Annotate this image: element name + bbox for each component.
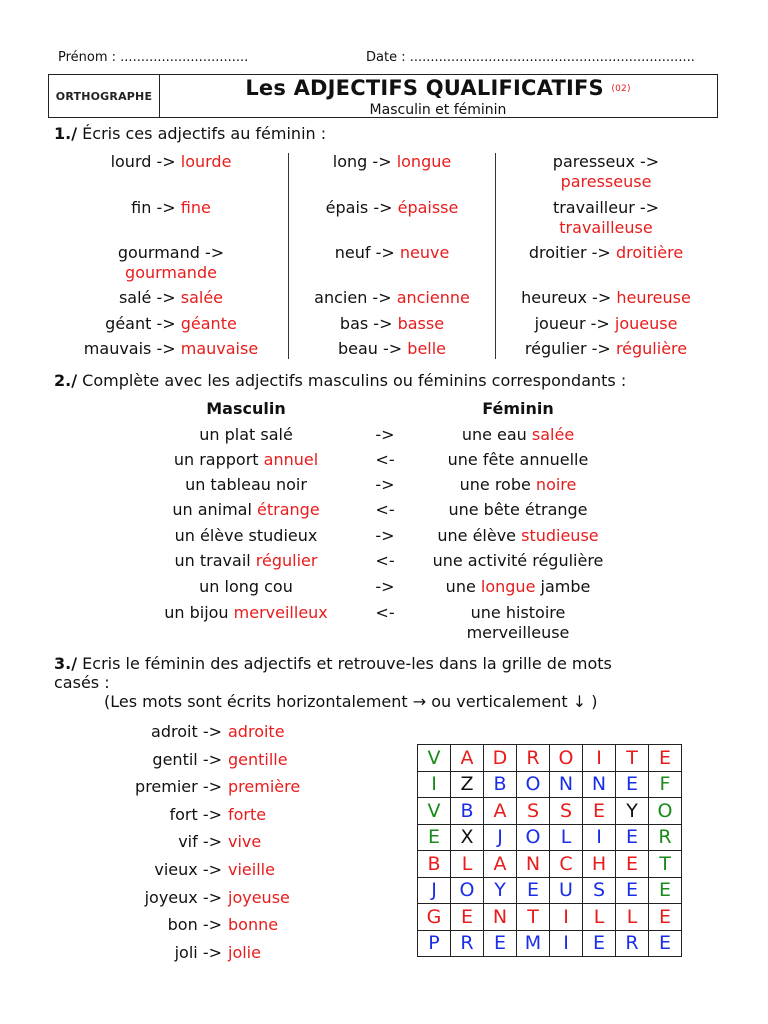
ex1-masculin: régulier -> — [524, 339, 611, 358]
ex1-masculin: droitier -> — [528, 243, 611, 262]
grid-cell: E — [649, 745, 682, 772]
ex2-feminin — [418, 450, 618, 470]
ex2-masculin — [146, 526, 346, 546]
ex2-f-text: une bête étrange — [448, 500, 588, 519]
grid-cell: H — [583, 851, 616, 878]
ex3-instruction-2: casés : — [54, 673, 110, 692]
grid-cell: M — [517, 930, 550, 957]
ex1-masculin: gourmand -> — [117, 243, 225, 262]
grid-cell: P — [418, 930, 451, 957]
grid-cell: E — [451, 904, 484, 931]
ex3-masculin: premier -> — [135, 777, 222, 796]
divider — [495, 153, 496, 359]
ex2-f-answer: salée — [531, 425, 575, 444]
grid-cell: E — [583, 798, 616, 825]
ex3-feminin: première — [228, 777, 301, 796]
ex2-head-masculin: Masculin — [206, 399, 286, 418]
grid-row — [418, 771, 682, 798]
grid-cell: E — [649, 877, 682, 904]
ex1-feminin: paresseuse — [560, 172, 652, 191]
ex2-feminin — [418, 425, 618, 445]
grid-cell: O — [517, 771, 550, 798]
ex2-arrow: -> — [375, 577, 395, 596]
header-box — [48, 74, 718, 118]
grid-cell: U — [550, 877, 583, 904]
ex2-arrow: -> — [375, 425, 395, 444]
page-title — [159, 75, 717, 102]
ex2-m-answer: merveilleux — [233, 603, 328, 622]
grid-cell: R — [517, 745, 550, 772]
ex2-f-text: une histoire — [470, 603, 566, 622]
ex2-m-text: un travail — [174, 551, 256, 570]
ex2-m-text: un long cou — [199, 577, 293, 596]
ex1-masculin: neuf -> — [334, 243, 395, 262]
ex3-feminin: gentille — [228, 750, 288, 769]
grid-cell: E — [517, 877, 550, 904]
ex1-item — [497, 314, 715, 334]
ex1-masculin: beau -> — [337, 339, 403, 358]
ex1-masculin: salé -> — [118, 288, 176, 307]
ex3-text: Ecris le féminin des adjectifs et retrouve-les dans la grille de mots — [82, 654, 612, 673]
grid-cell: J — [484, 824, 517, 851]
ex1-masculin: travailleur -> — [552, 198, 660, 217]
grid-cell: I — [550, 904, 583, 931]
grid-row — [418, 930, 682, 957]
ex2-masculin — [146, 450, 346, 470]
grid-cell: N — [550, 771, 583, 798]
ex1-feminin: joueuse — [614, 314, 678, 333]
ex1-masculin: ancien -> — [314, 288, 392, 307]
ex1-item — [290, 243, 494, 263]
grid-cell: S — [517, 798, 550, 825]
ex2-f-text: une fête annuelle — [447, 450, 589, 469]
grid-cell: D — [484, 745, 517, 772]
ex3-feminin: joyeuse — [228, 888, 290, 907]
ex3-feminin: bonne — [228, 915, 279, 934]
ex2-arrow: -> — [375, 475, 395, 494]
ex3-feminin: adroite — [228, 722, 285, 741]
grid-cell: E — [616, 824, 649, 851]
ex1-masculin: heureux -> — [521, 288, 612, 307]
grid-cell: J — [418, 877, 451, 904]
title-block — [159, 75, 717, 118]
ex1-feminin: régulière — [615, 339, 688, 358]
ex2-arrow: <- — [375, 450, 395, 469]
ex2-f-answer: studieuse — [521, 526, 599, 545]
ex1-item — [290, 288, 494, 308]
ex3-instruction — [54, 654, 612, 673]
ex2-f-text: une élève — [437, 526, 522, 545]
ex2-m-text: un tableau noir — [185, 475, 307, 494]
ex1-instruction — [54, 124, 326, 143]
ex1-feminin: longue — [396, 152, 452, 171]
ex3-masculin: vif -> — [178, 832, 222, 851]
ex2-masculin — [146, 577, 346, 597]
ex1-masculin: épais -> — [325, 198, 393, 217]
ex2-m-text: un rapport — [173, 450, 264, 469]
grid-row — [418, 745, 682, 772]
ex2-f-post: jambe — [535, 577, 591, 596]
ex2-m-text: un animal — [172, 500, 258, 519]
grid-cell: E — [616, 851, 649, 878]
ex2-f-answer: longue — [480, 577, 536, 596]
ex2-head-feminin: Féminin — [482, 399, 554, 418]
grid-cell: N — [517, 851, 550, 878]
grid-cell: G — [418, 904, 451, 931]
ex1-feminin: fine — [180, 198, 211, 217]
ex2-feminin — [418, 500, 618, 520]
ex3-masculin: joli -> — [174, 943, 222, 962]
ex1-masculin: fin -> — [131, 198, 176, 217]
ex1-masculin: lourd -> — [110, 152, 176, 171]
grid-cell: O — [517, 824, 550, 851]
ex1-text: Écris ces adjectifs au féminin : — [82, 124, 327, 143]
grid-cell: I — [418, 771, 451, 798]
grid-cell: B — [451, 798, 484, 825]
divider — [288, 153, 289, 359]
grid-cell: Y — [616, 798, 649, 825]
ex2-masculin — [146, 551, 346, 571]
ex2-text: Complète avec les adjectifs masculins ou féminins correspondants : — [82, 371, 627, 390]
ex1-item — [497, 198, 715, 238]
grid-cell: O — [649, 798, 682, 825]
ex1-masculin: long -> — [332, 152, 392, 171]
ex3-feminin: vive — [228, 832, 262, 851]
ex1-feminin: neuve — [399, 243, 450, 262]
grid-cell: I — [583, 824, 616, 851]
grid-cell: E — [616, 771, 649, 798]
ex1-item — [290, 339, 494, 359]
ex3-masculin: gentil -> — [152, 750, 222, 769]
ex2-feminin — [418, 551, 618, 571]
word-grid — [417, 744, 682, 957]
grid-cell: R — [451, 930, 484, 957]
ex1-item — [497, 152, 715, 192]
grid-cell: B — [484, 771, 517, 798]
ex2-m-text: un élève studieux — [174, 526, 318, 545]
prenom-field: Prénom : ............................... — [58, 50, 249, 65]
ex2-feminin — [418, 475, 618, 495]
logo — [49, 75, 160, 117]
ex2-feminin — [418, 526, 618, 546]
ex3-number: 3./ — [54, 654, 78, 673]
grid-cell: E — [649, 904, 682, 931]
grid-cell: C — [550, 851, 583, 878]
ex1-item — [54, 288, 288, 308]
grid-cell: E — [484, 930, 517, 957]
ex2-arrow: -> — [375, 526, 395, 545]
ex1-item — [54, 314, 288, 334]
ex3-feminin: jolie — [228, 943, 261, 962]
ex3-feminin: forte — [228, 805, 267, 824]
ex2-f-text: une eau — [461, 425, 532, 444]
ex2-masculin — [146, 425, 346, 445]
grid-row — [418, 824, 682, 851]
ex2-m-answer: étrange — [257, 500, 320, 519]
ex2-f-text: une activité régulière — [432, 551, 604, 570]
ex1-feminin: gourmande — [125, 263, 217, 282]
grid-cell: V — [418, 798, 451, 825]
ex2-f-answer: noire — [535, 475, 577, 494]
ex1-feminin: heureuse — [616, 288, 691, 307]
date-field: Date : ..................................................................... — [366, 50, 695, 65]
ex1-feminin: ancienne — [396, 288, 470, 307]
grid-cell: E — [583, 930, 616, 957]
ex2-number: 2./ — [54, 371, 78, 390]
ex3-note: (Les mots sont écrits horizontalement → ou verticalement ↓ ) — [104, 692, 598, 711]
grid-cell: E — [418, 824, 451, 851]
ex1-item — [290, 152, 494, 172]
ex2-f-text: une robe — [459, 475, 536, 494]
ex3-masculin: vieux -> — [154, 860, 222, 879]
ex2-arrow: <- — [375, 551, 395, 570]
title-code: (02) — [611, 84, 631, 94]
grid-cell: O — [550, 745, 583, 772]
ex1-item — [54, 243, 288, 283]
ex2-m-answer: annuel — [263, 450, 319, 469]
ex3-masculin: fort -> — [169, 805, 222, 824]
ex1-masculin: mauvais -> — [83, 339, 176, 358]
grid-cell: E — [649, 930, 682, 957]
title-text: Les ADJECTIFS QUALIFICATIFS — [245, 76, 604, 100]
ex2-masculin — [146, 603, 346, 623]
grid-cell: X — [451, 824, 484, 851]
ex2-f-post: merveilleuse — [466, 623, 570, 642]
ex1-item — [54, 339, 288, 359]
ex1-item — [290, 314, 494, 334]
ex1-feminin: basse — [397, 314, 445, 333]
grid-cell: A — [484, 798, 517, 825]
ex1-item — [497, 339, 715, 359]
grid-cell: S — [550, 798, 583, 825]
ex2-masculin — [146, 475, 346, 495]
grid-row — [418, 851, 682, 878]
ex2-feminin — [418, 603, 618, 643]
ex1-feminin: salée — [180, 288, 224, 307]
grid-cell: L — [451, 851, 484, 878]
grid-cell: I — [550, 930, 583, 957]
grid-row — [418, 798, 682, 825]
ex1-feminin: belle — [407, 339, 447, 358]
ex1-masculin: joueur -> — [534, 314, 610, 333]
page-subtitle: Masculin et féminin — [369, 102, 507, 118]
ex1-item — [497, 243, 715, 263]
ex2-m-text: un plat salé — [199, 425, 293, 444]
grid-row — [418, 904, 682, 931]
ex1-item — [54, 198, 288, 218]
grid-cell: Y — [484, 877, 517, 904]
ex1-feminin: mauvaise — [180, 339, 259, 358]
grid-cell: B — [418, 851, 451, 878]
grid-cell: T — [649, 851, 682, 878]
ex1-item — [497, 288, 715, 308]
ex1-feminin: géante — [180, 314, 237, 333]
ex1-number: 1./ — [54, 124, 78, 143]
grid-cell: V — [418, 745, 451, 772]
ex1-feminin: droitière — [615, 243, 684, 262]
ex2-m-text: un bijou — [164, 603, 234, 622]
ex2-feminin — [418, 577, 618, 597]
grid-cell: R — [616, 930, 649, 957]
grid-cell: A — [451, 745, 484, 772]
grid-cell: I — [583, 745, 616, 772]
grid-row — [418, 877, 682, 904]
grid-cell: Z — [451, 771, 484, 798]
grid-cell: A — [484, 851, 517, 878]
logo-text: ORTHOGRAPHE — [55, 89, 153, 103]
ex1-masculin: géant -> — [105, 314, 176, 333]
grid-cell: L — [583, 904, 616, 931]
grid-cell: E — [616, 877, 649, 904]
grid-cell: T — [517, 904, 550, 931]
ex1-item — [290, 198, 494, 218]
ex1-masculin: bas -> — [339, 314, 393, 333]
ex2-f-text: une — [445, 577, 481, 596]
ex3-feminin: vieille — [228, 860, 275, 879]
ex3-masculin: adroit -> — [151, 722, 222, 741]
grid-cell: L — [550, 824, 583, 851]
ex2-masculin — [146, 500, 346, 520]
ex2-arrow: <- — [375, 500, 395, 519]
grid-cell: S — [583, 877, 616, 904]
ex1-feminin: épaisse — [397, 198, 459, 217]
grid-cell: T — [616, 745, 649, 772]
grid-cell: R — [649, 824, 682, 851]
ex1-feminin: travailleuse — [559, 218, 653, 237]
ex1-feminin: lourde — [180, 152, 232, 171]
grid-cell: F — [649, 771, 682, 798]
grid-cell: L — [616, 904, 649, 931]
ex3-masculin: joyeux -> — [144, 888, 222, 907]
ex2-arrow: <- — [375, 603, 395, 622]
ex1-item — [54, 152, 288, 172]
grid-cell: O — [451, 877, 484, 904]
ex2-instruction — [54, 371, 626, 390]
grid-cell: N — [583, 771, 616, 798]
ex3-masculin: bon -> — [167, 915, 222, 934]
ex2-m-answer: régulier — [255, 551, 318, 570]
grid-cell: N — [484, 904, 517, 931]
ex1-masculin: paresseux -> — [552, 152, 660, 171]
